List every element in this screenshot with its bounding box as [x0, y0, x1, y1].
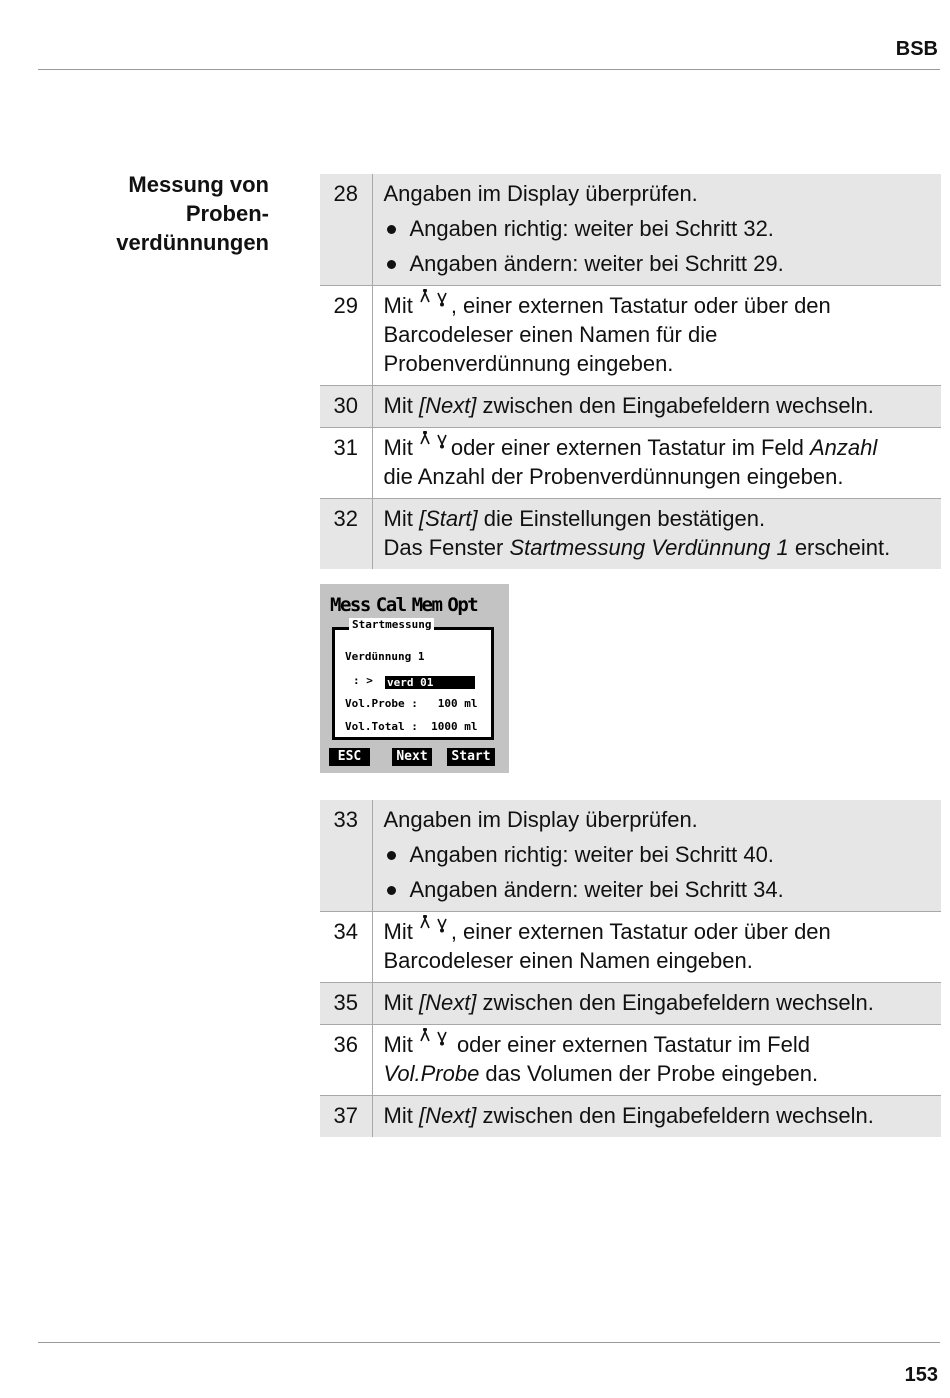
step-row — [320, 1025, 941, 1096]
step-text: Mit oder einer externen Tastatur im Feld Anzahl die Anzahl der Probenverdünnungen eingeben. — [372, 428, 941, 499]
step-number: 33 — [320, 800, 372, 912]
lcd-menu-item: Mess — [330, 594, 370, 616]
step-row — [320, 499, 941, 570]
step-number: 32 — [320, 499, 372, 570]
lcd-selected-field: verd 01 — [385, 676, 475, 689]
lcd-line: : > — [353, 674, 373, 687]
step-text: Mit , einer externen Tastatur oder über den Barcodeleser einen Namen für die Probenverdünnung eingeben. — [372, 286, 941, 386]
step-row — [320, 983, 941, 1025]
step-row — [320, 912, 941, 983]
side-heading-line: Messung von — [128, 172, 269, 197]
lcd-line: Vol.Total : 1000 ml — [345, 720, 478, 733]
header-title: BSB — [895, 38, 938, 60]
steps-table-1 — [320, 174, 941, 569]
step-row — [320, 386, 941, 428]
lcd-line: Vol.Probe : 100 ml — [345, 697, 478, 710]
step-row — [320, 428, 941, 499]
step-number: 28 — [320, 174, 372, 286]
lcd-menu-item: Mem — [411, 594, 442, 616]
steps-table-2 — [320, 800, 941, 1137]
side-heading-line: verdünnungen — [116, 230, 269, 255]
lcd-softkey-start: Start — [447, 748, 495, 766]
device-display-screenshot — [320, 584, 509, 773]
bullet-item: Angaben richtig: weiter bei Schritt 40. — [384, 840, 934, 869]
lcd-menu-bar — [330, 594, 483, 616]
step-row — [320, 1096, 941, 1138]
lcd-softkey-next: Next — [392, 748, 432, 766]
up-down-arrow-icon — [413, 1032, 451, 1054]
step-row — [320, 800, 941, 912]
step-number: 29 — [320, 286, 372, 386]
bullet-item: Angaben ändern: weiter bei Schritt 29. — [384, 249, 934, 278]
lcd-softkey-esc: ESC — [329, 748, 370, 766]
up-down-arrow-icon — [413, 435, 451, 457]
header-rule — [38, 69, 940, 70]
lcd-menu-item: Opt — [447, 594, 478, 616]
bullet-item: Angaben richtig: weiter bei Schritt 32. — [384, 214, 934, 243]
side-heading-line: Proben- — [185, 201, 269, 226]
step-text: Mit oder einer externen Tastatur im Feld Vol.Probe das Volumen der Probe eingeben. — [372, 1025, 941, 1096]
step-text: Mit [Next] zwischen den Eingabefeldern wechseln. — [383, 990, 874, 1015]
step-row — [320, 174, 941, 286]
step-number: 35 — [320, 983, 372, 1025]
step-number: 30 — [320, 386, 372, 428]
lcd-window — [332, 618, 494, 740]
step-number: 31 — [320, 428, 372, 499]
step-text: Mit [Next] zwischen den Eingabefeldern wechseln. — [383, 1103, 874, 1128]
step-text: Mit , einer externen Tastatur oder über den Barcodeleser einen Namen eingeben. — [372, 912, 941, 983]
up-down-arrow-icon — [413, 293, 451, 315]
lcd-line: Verdünnung 1 — [345, 650, 425, 663]
bullet-item: Angaben ändern: weiter bei Schritt 34. — [384, 875, 934, 904]
step-number: 37 — [320, 1096, 372, 1138]
footer-rule — [38, 1342, 940, 1343]
lcd-screen — [328, 592, 501, 764]
step-row — [320, 286, 941, 386]
step-number: 34 — [320, 912, 372, 983]
up-down-arrow-icon — [413, 919, 451, 941]
step-number: 36 — [320, 1025, 372, 1096]
step-text: Angaben im Display überprüfen. Angaben richtig: weiter bei Schritt 32. Angaben ändern: weiter bei Schritt 29. — [372, 174, 941, 286]
lcd-window-title: Startmessung — [349, 618, 434, 631]
side-heading — [60, 170, 269, 257]
step-text: Mit [Start] die Einstellungen bestätigen. Das Fenster Startmessung Verdünnung 1 erscheint. — [383, 506, 891, 560]
page-number: 153 — [904, 1364, 938, 1386]
lcd-menu-item: Cal — [375, 594, 406, 616]
step-text: Angaben im Display überprüfen. Angaben richtig: weiter bei Schritt 40. Angaben ändern: weiter bei Schritt 34. — [372, 800, 941, 912]
step-text: Mit [Next] zwischen den Eingabefeldern wechseln. — [383, 393, 874, 418]
